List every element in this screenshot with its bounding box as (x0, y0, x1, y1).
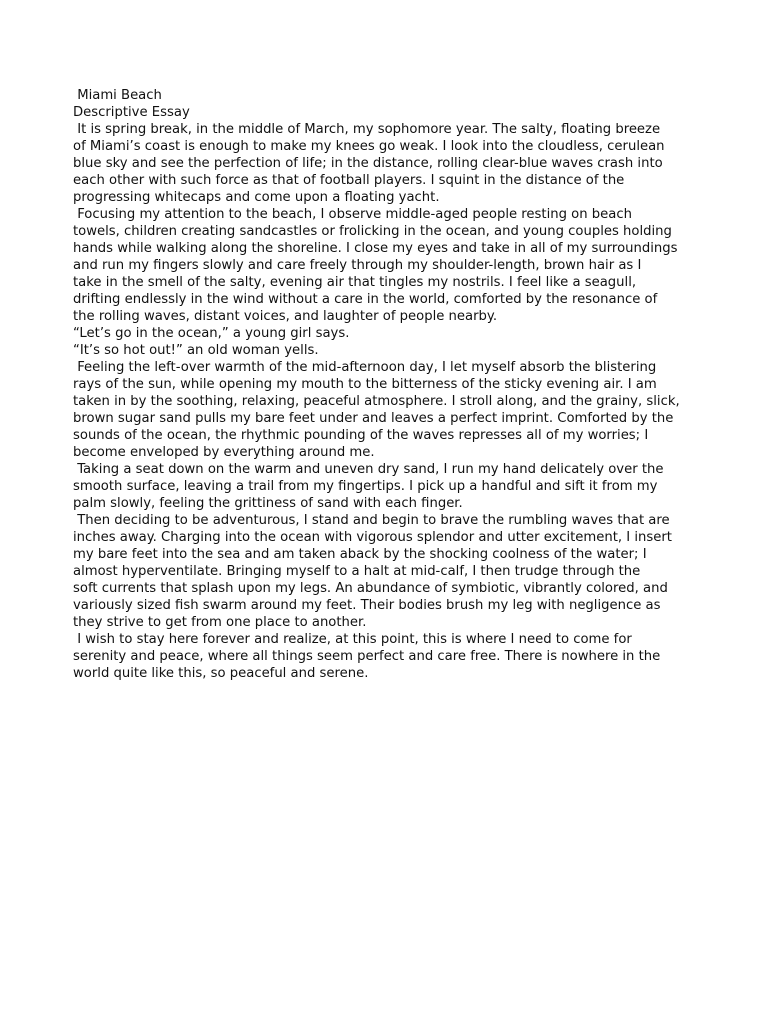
text-line: rays of the sun, while opening my mouth to the bitterness of the sticky evening air. I am (73, 377, 657, 392)
text-line: almost hyperventilate. Bringing myself to a halt at mid-calf, I then trudge through the (73, 564, 641, 579)
text-line: soft currents that splash upon my legs. An abundance of symbiotic, vibrantly colored, and (73, 581, 668, 596)
text-line: become enveloped by everything around me. (73, 445, 375, 460)
text-line: hands while walking along the shoreline. I close my eyes and take in all of my surroundings (73, 241, 678, 256)
text-line: drifting endlessly in the wind without a care in the world, comforted by the resonance of (73, 292, 658, 307)
text-line: Then deciding to be adventurous, I stand and begin to brave the rumbling waves that are (73, 513, 670, 528)
text-line: brown sugar sand pulls my bare feet under and leaves a perfect imprint. Comforted by the (73, 411, 674, 426)
text-line: inches away. Charging into the ocean with vigorous splendor and utter excitement, I insert (73, 530, 672, 545)
text-line: smooth surface, leaving a trail from my fingertips. I pick up a handful and sift it from my (73, 479, 658, 494)
text-line: the rolling waves, distant voices, and laughter of people nearby. (73, 309, 498, 324)
essay-subtitle: Descriptive Essay (73, 105, 190, 120)
text-line: serenity and peace, where all things seem perfect and care free. There is nowhere in the (73, 649, 661, 664)
text-line: taken in by the soothing, relaxing, peaceful atmosphere. I stroll along, and the grainy, slick, (73, 394, 680, 409)
text-line: sounds of the ocean, the rhythmic pounding of the waves represses all of my worries; I (73, 428, 649, 443)
text-line: my bare feet into the sea and am taken aback by the shocking coolness of the water; I (73, 547, 647, 562)
text-line: world quite like this, so peaceful and serene. (73, 666, 369, 681)
text-line: of Miami’s coast is enough to make my knees go weak. I look into the cloudless, cerulean (73, 139, 665, 154)
text-line: they strive to get from one place to another. (73, 615, 367, 630)
text-line: each other with such force as that of football players. I squint in the distance of the (73, 173, 625, 188)
dialogue-line: “It’s so hot out!” an old woman yells. (73, 343, 319, 358)
text-line: blue sky and see the perfection of life; in the distance, rolling clear-blue waves crash into (73, 156, 663, 171)
text-line: variously sized fish swarm around my feet. Their bodies brush my leg with negligence as (73, 598, 661, 613)
text-line: towels, children creating sandcastles or frolicking in the ocean, and young couples holding (73, 224, 672, 239)
text-line: take in the smell of the salty, evening air that tingles my nostrils. I feel like a seagull, (73, 275, 637, 290)
text-line: Feeling the left-over warmth of the mid-afternoon day, I let myself absorb the blistering (73, 360, 657, 375)
text-line: I wish to stay here forever and realize, at this point, this is where I need to come for (73, 632, 632, 647)
text-line: Focusing my attention to the beach, I observe middle-aged people resting on beach (73, 207, 632, 222)
text-line: and run my fingers slowly and care freely through my shoulder-length, brown hair as I (73, 258, 642, 273)
essay-document (73, 87, 693, 682)
essay-title: Miami Beach (73, 88, 162, 103)
dialogue-line: “Let’s go in the ocean,” a young girl says. (73, 326, 350, 341)
text-line: progressing whitecaps and come upon a floating yacht. (73, 190, 440, 205)
text-line: Taking a seat down on the warm and uneven dry sand, I run my hand delicately over the (73, 462, 664, 477)
text-line: palm slowly, feeling the grittiness of sand with each finger. (73, 496, 463, 511)
text-line: It is spring break, in the middle of March, my sophomore year. The salty, floating breeze (73, 122, 661, 137)
